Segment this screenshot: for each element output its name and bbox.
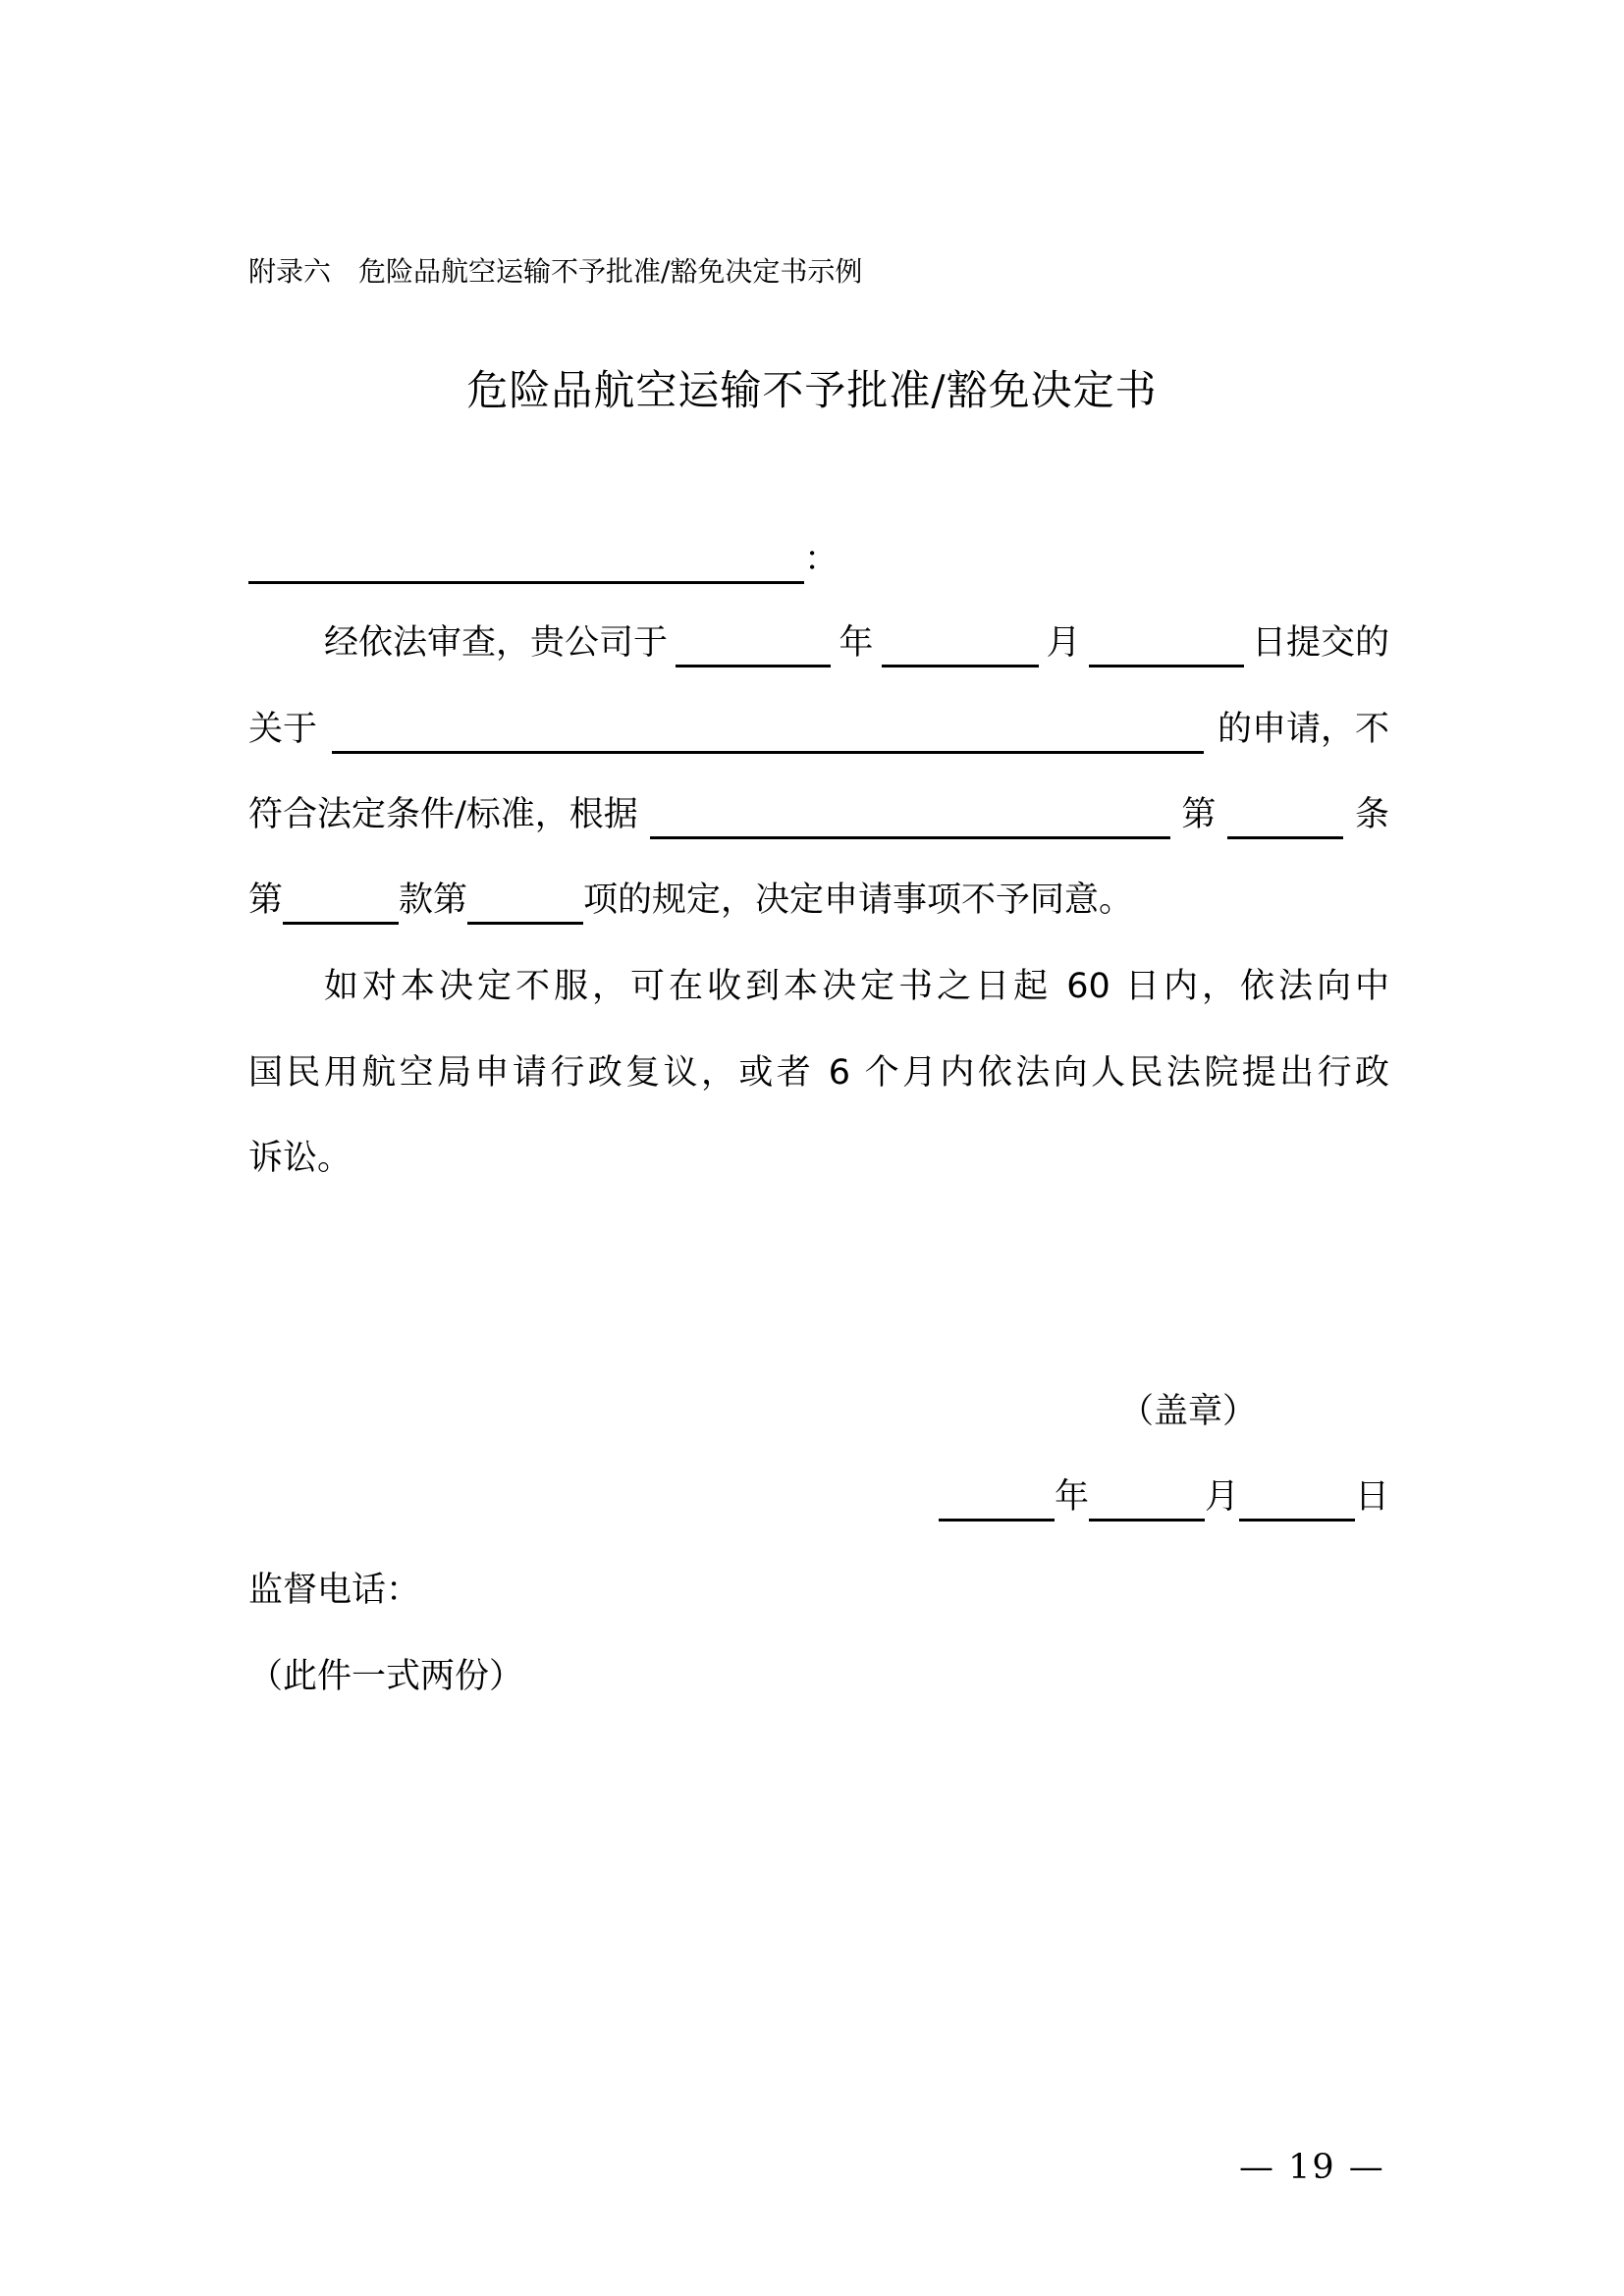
item-blank [467, 882, 583, 925]
clause-blank [283, 882, 399, 925]
addressee-blank [248, 542, 804, 584]
signature-date: 年 月 日 [939, 1472, 1389, 1522]
addressee-colon: ： [804, 540, 839, 579]
sign-day-blank [1239, 1479, 1355, 1522]
sign-year-blank [939, 1479, 1055, 1522]
paragraph2-line3: 诉讼。 [248, 1139, 352, 1178]
paragraph1-line1: 经依法审查，贵公司于 年 月 日提交的 [324, 618, 1389, 667]
sign-month-blank [1089, 1479, 1205, 1522]
paragraph1-line3: 符合法定条件/标准，根据 第 条 [248, 790, 1389, 839]
paragraph2-line1: 如对本决定不服，可在收到本决定书之日起 60 日内，依法向中 [324, 967, 1389, 1006]
paragraph2-line2: 国民用航空局申请行政复议，或者 6 个月内依法向人民法院提出行政 [248, 1053, 1389, 1093]
regulation-blank [650, 797, 1170, 839]
month-blank [882, 625, 1039, 667]
paragraph1-line4: 第 款第 项的规定，决定申请事项不予同意。 [248, 876, 1389, 925]
year-blank [676, 625, 831, 667]
supervision-phone-label: 监督电话： [248, 1571, 421, 1610]
seal-label: （盖章） [1119, 1392, 1258, 1431]
page-number: — 19 — [1239, 2148, 1385, 2187]
copies-note: （此件一式两份） [248, 1657, 524, 1696]
application-subject-blank [332, 712, 1204, 754]
document-title: 危险品航空运输不予批准/豁免决定书 [466, 366, 1158, 414]
addressee-line [248, 535, 1389, 584]
appendix-heading: 附录六 危险品航空运输不予批准/豁免决定书示例 [248, 255, 863, 288]
day-blank [1089, 625, 1244, 667]
article-blank [1227, 797, 1343, 839]
paragraph1-line2: 关于 的申请，不 [248, 705, 1389, 754]
